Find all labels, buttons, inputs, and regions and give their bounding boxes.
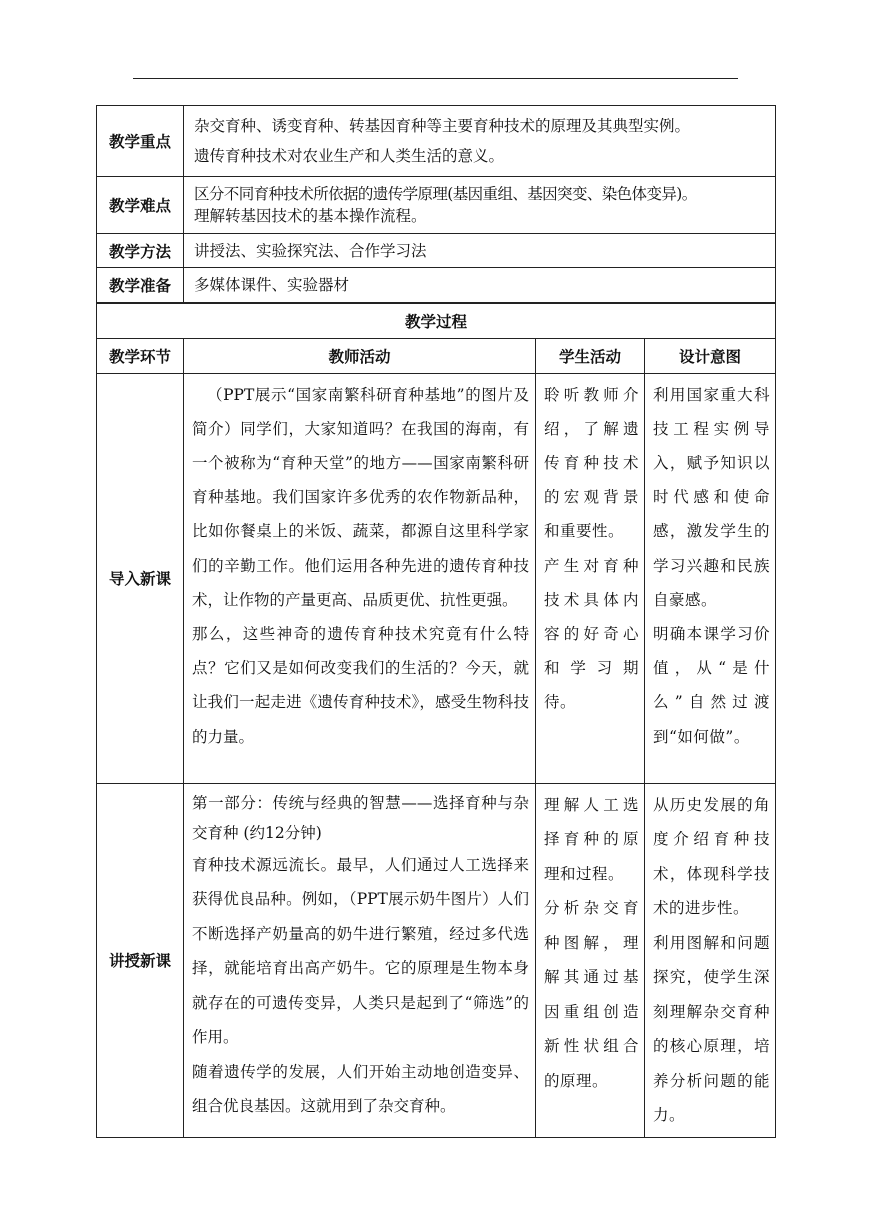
teacher-activity [184,373,536,783]
meta-line: 杂交育种、诱变育种、转基因育种等主要育种技术的原理及其典型实例。 [194,117,691,135]
meta-row-key-points [97,106,776,177]
student-paragraph: 产生对育种技术具体内容的好奇心和学习期待。 [544,556,639,712]
meta-content [184,106,776,177]
design-intent [645,783,776,1137]
teacher-paragraph: （PPT展示“国家南繁科研育种基地”的图片及简介）同学们，大家知道吗？在我国的海南，有一个被称为“育种天堂”的地方——国家南繁科研育种基地。我们国家许多优秀的农作物新品种，比如你餐桌上的米饭、蔬菜，都源自这里科学家们的辛勤工作。他们运用各种先进的遗传育种技术，让作物的产量更高、品质更优、抗性更强。 [192,385,529,609]
column-header: 教学环节 [97,338,184,373]
meta-content [184,234,776,268]
student-paragraph: 聆听教师介绍，了解遗传育种技术的宏观背景和重要性。 [544,385,639,541]
student-activity [536,783,645,1137]
meta-content [184,268,776,303]
meta-line: 区分不同育种技术所依据的遗传学原理(基因重组、基因突变、染色体变异)。 [194,185,697,203]
intent-paragraph: 利用国家重大科技工程实例导入，赋予知识以时代感和使命感，激发学生的学习兴趣和民族自豪感。 [653,385,771,609]
teacher-paragraph: 第一部分：传统与经典的智慧——选择育种与杂交育种 (约12分钟) [192,793,529,842]
stage-label: 导入新课 [97,373,184,783]
stage-label: 讲授新课 [97,783,184,1137]
meta-content [184,177,776,234]
intent-paragraph: 明确本课学习价值，从“是什么”自然过渡到“如何做”。 [653,624,771,746]
lesson-plan-table [96,105,776,1138]
student-activity [536,373,645,783]
column-header: 设计意图 [645,338,776,373]
meta-row-difficulties [97,177,776,234]
meta-line: 遗传育种技术对农业生产和人类生活的意义。 [194,147,505,165]
meta-label: 教学难点 [97,177,184,234]
meta-line: 多媒体课件、实验器材 [194,275,350,294]
process-title: 教学过程 [97,303,776,339]
meta-label: 教学重点 [97,106,184,177]
teacher-paragraph: 那么，这些神奇的遗传育种技术究竟有什么特点？它们又是如何改变我们的生活的？今天，就让我们一起走进《遗传育种技术》，感受生物科技的力量。 [192,624,529,746]
student-paragraph: 分析杂交育种图解，理解其通过基因重组创造新性状组合的原理。 [544,899,639,1090]
intent-paragraph: 利用图解和问题探究，使学生深刻理解杂交育种的核心原理，培养分析问题的能力。 [653,933,771,1124]
design-intent [645,373,776,783]
meta-row-methods [97,234,776,268]
header-rule [133,78,738,79]
meta-label: 教学方法 [97,234,184,268]
meta-line: 讲授法、实验探究法、合作学习法 [194,241,427,260]
meta-line: 理解转基因技术的基本操作流程。 [194,207,427,225]
section-row-intro [97,373,776,783]
column-header: 教师活动 [184,338,536,373]
meta-row-preparation [97,268,776,303]
process-title-row [97,303,776,339]
column-header: 学生活动 [536,338,645,373]
column-header-row [97,338,776,373]
meta-label: 教学准备 [97,268,184,303]
teacher-paragraph: 随着遗传学的发展，人们开始主动地创造变异、组合优良基因。这就用到了杂交育种。 [192,1062,529,1115]
teacher-activity [184,783,536,1137]
intent-paragraph: 从历史发展的角度介绍育种技术，体现科学技术的进步性。 [653,795,771,917]
section-row-new-lesson [97,783,776,1137]
teacher-paragraph: 育种技术源远流长。最早，人们通过人工选择来获得优良品种。例如，（PPT展示奶牛图片）人们不断选择产奶量高的奶牛进行繁殖，经过多代选择，就能培育出高产奶牛。它的原理是生物本身就存在的可遗传变异，人类只是起到了“筛选”的作用。 [192,855,529,1046]
student-paragraph: 理解人工选择育种的原理和过程。 [544,795,639,883]
